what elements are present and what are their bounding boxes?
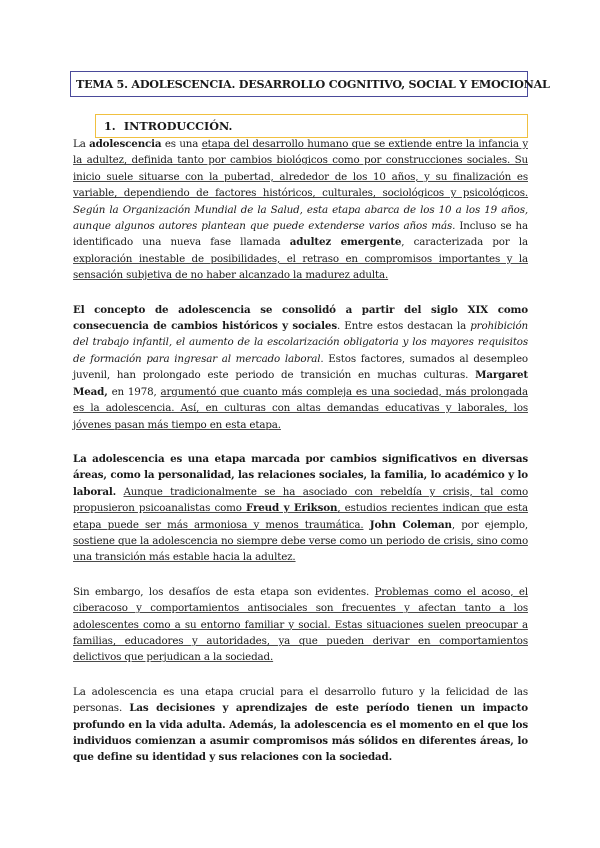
p1-underlined-text: etapa del desarrollo humano que se extiende entre la infancia y la adultez, definida tanto por cambios biológicos como por construcciones sociales. Su inicio suele situarse con la pubertad, alrededor de los 10 años, y su finalización es variable, dependiendo de factores históricos, culturales, sociológicos y psicológicos. — [73, 138, 528, 200]
p2-text: . Entre estos destacan la — [337, 320, 471, 333]
p1-underlined-text: exploración inestable de posibilidades, el retraso en compromisos importantes y la sensación subjetiva de no haber alcanzado la madurez adulta. — [73, 252, 528, 282]
p5-bold-text: Las decisiones y aprendizajes de este período tienen un impacto profundo en la vida adulta. Además, la adolescencia es el momento en el que los individuos comienzan a asumir compromisos más sólidos en diferentes áreas, lo que define su identidad y sus relaciones con la sociedad. — [73, 702, 528, 764]
paragraph-5 — [73, 684, 528, 766]
p2-text: en 1978, — [107, 385, 161, 398]
paragraph-3 — [73, 451, 528, 566]
p3-underlined-text: sostiene que la adolescencia no siempre debe verse como un periodo de crisis, sino como una transición más estable hacia la adultez. — [73, 534, 528, 564]
p1-text: , caracterizada por la — [401, 236, 528, 249]
p3-text: , por ejemplo, — [451, 518, 529, 531]
p3-bold-name: Freud y Erikson — [246, 502, 338, 515]
p2-bold-text: El concepto de adolescencia se consolidó a partir del siglo XIX como consecuencia de cambios históricos y sociales — [73, 303, 528, 333]
paragraph-4 — [73, 584, 528, 666]
paragraph-1 — [73, 136, 528, 284]
p4-underlined-text: Problemas como el acoso, el ciberacoso y comportamientos antisociales son frecuentes y afectan tanto a los adolescentes como a su entorno familiar y social. Estas situaciones suelen preocupar a familias, educadores y autoridades, ya que pueden derivar en comportamientos delictivos que perjudican a la sociedad. — [73, 585, 528, 664]
document-title: TEMA 5. ADOLESCENCIA. DESARROLLO COGNITIVO, SOCIAL Y EMOCIONAL — [70, 71, 528, 97]
p3-bold-name: John Coleman — [369, 518, 452, 531]
p1-bold-term: adultez emergente — [289, 236, 402, 249]
section-heading — [95, 114, 528, 138]
p2-underlined-text: argumentó que cuanto más compleja es una sociedad, más prolongada es la adolescencia. Así, en culturas con altas demandas educativas y laborales, los jóvenes pasan más tiempo en esta etapa. — [73, 385, 528, 431]
p1-bold-term: adolescencia — [89, 138, 162, 150]
p3-text: Aunque tradicionalmente se ha asociado con rebeldía y crisis, tal como propusieron psicoanalistas como — [73, 485, 529, 515]
section-number: 1. — [104, 119, 116, 133]
p1-text: es una — [161, 138, 202, 150]
body-text — [73, 136, 528, 766]
p3-bold-text: La adolescencia es una etapa marcada por cambios significativos en diversas áreas, como la personalidad, las relaciones sociales, la familia, lo académico y lo laboral. — [73, 452, 528, 498]
paragraph-2 — [73, 302, 528, 433]
p1-text: La — [73, 138, 90, 150]
p1-text: Incluso se ha identificado una nueva fase llamada — [73, 220, 528, 249]
p2-bold-name: Margaret Mead, — [73, 369, 528, 398]
p3-text: , estudios recientes indican que esta etapa puede ser más armoniosa y menos traumática. — [73, 502, 528, 531]
p4-text: Sin embargo, los desafíos de esta etapa son evidentes. — [73, 585, 375, 598]
p1-italic-text: Según la Organización Mundial de la Salud, esta etapa abarca de los 10 a los 19 años, aunque algunos autores plantean que puede extenderse varios años más. — [73, 203, 528, 233]
p2-text: . Estos factores, sumados al desempleo juvenil, han prolongado este periodo de transición en muchas culturas. — [73, 352, 528, 382]
p3-text — [116, 486, 123, 498]
p5-text: La adolescencia es una etapa crucial para el desarrollo futuro y la felicidad de las personas. — [73, 685, 528, 715]
section-heading-text: INTRODUCCIÓN. — [123, 119, 233, 133]
p2-italic-text: prohibición del trabajo infantil, el aumento de la escolarización obligatoria y los mayores requisitos de formación para ingresar al mercado laboral — [73, 320, 528, 365]
